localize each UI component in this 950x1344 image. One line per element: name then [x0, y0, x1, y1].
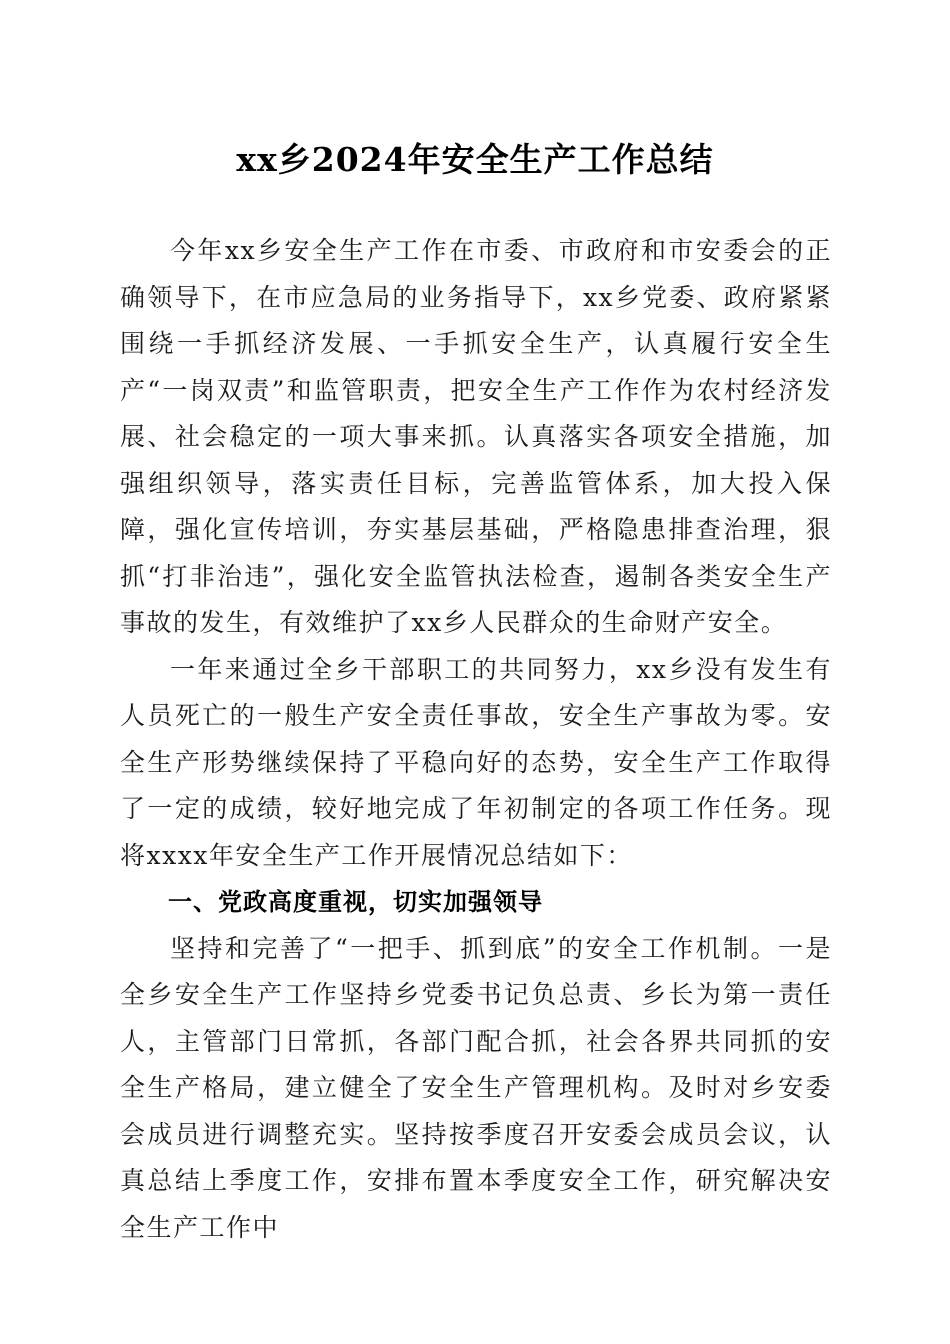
document-title: xx乡2024年安全生产工作总结 [236, 140, 714, 179]
section-1-paragraph: 坚持和完善了“一把手、抓到底”的安全工作机制。一是全乡安全生产工作坚持乡党委书记负总责、乡长为第一责任人，主管部门日常抓，各部门配合抓，社会各界共同抓的安全生产格局，建立健全了安全生产管理机构。及时对乡安委会成员进行调整充实。坚持按季度召开安委会成员会议，认真总结上季度工作，安排布置本季度安全工作，研究解决安全生产工作中 [120, 933, 832, 1242]
intro-paragraph: 今年xx乡安全生产工作在市委、市政府和市安委会的正确领导下，在市应急局的业务指导下，xx乡党委、政府紧紧围绕一手抓经济发展、一手抓安全生产，认真履行安全生产“一岗双责”和监管职责，把安全生产工作作为农村经济发展、社会稳定的一项大事来抓。认真落实各项安全措施，加强组织领导，落实责任目标，完善监管体系，加大投入保障，强化宣传培训，夯实基层基础，严格隐患排查治理，狠抓“打非治违”，强化安全监管执法检查，遏制各类安全生产事故的发生，有效维护了xx乡人民群众的生命财产安全。 [120, 236, 832, 637]
document-body [120, 228, 832, 1251]
summary-paragraph: 一年来通过全乡干部职工的共同努力，xx乡没有发生有人员死亡的一般生产安全责任事故，安全生产事故为零。安全生产形势继续保持了平稳向好的态势，安全生产工作取得了一定的成绩，较好地完成了年初制定的各项工作任务。现将xxxx年安全生产工作开展情况总结如下： [120, 654, 832, 870]
section-heading-1: 一、党政高度重视，切实加强领导 [168, 888, 543, 916]
